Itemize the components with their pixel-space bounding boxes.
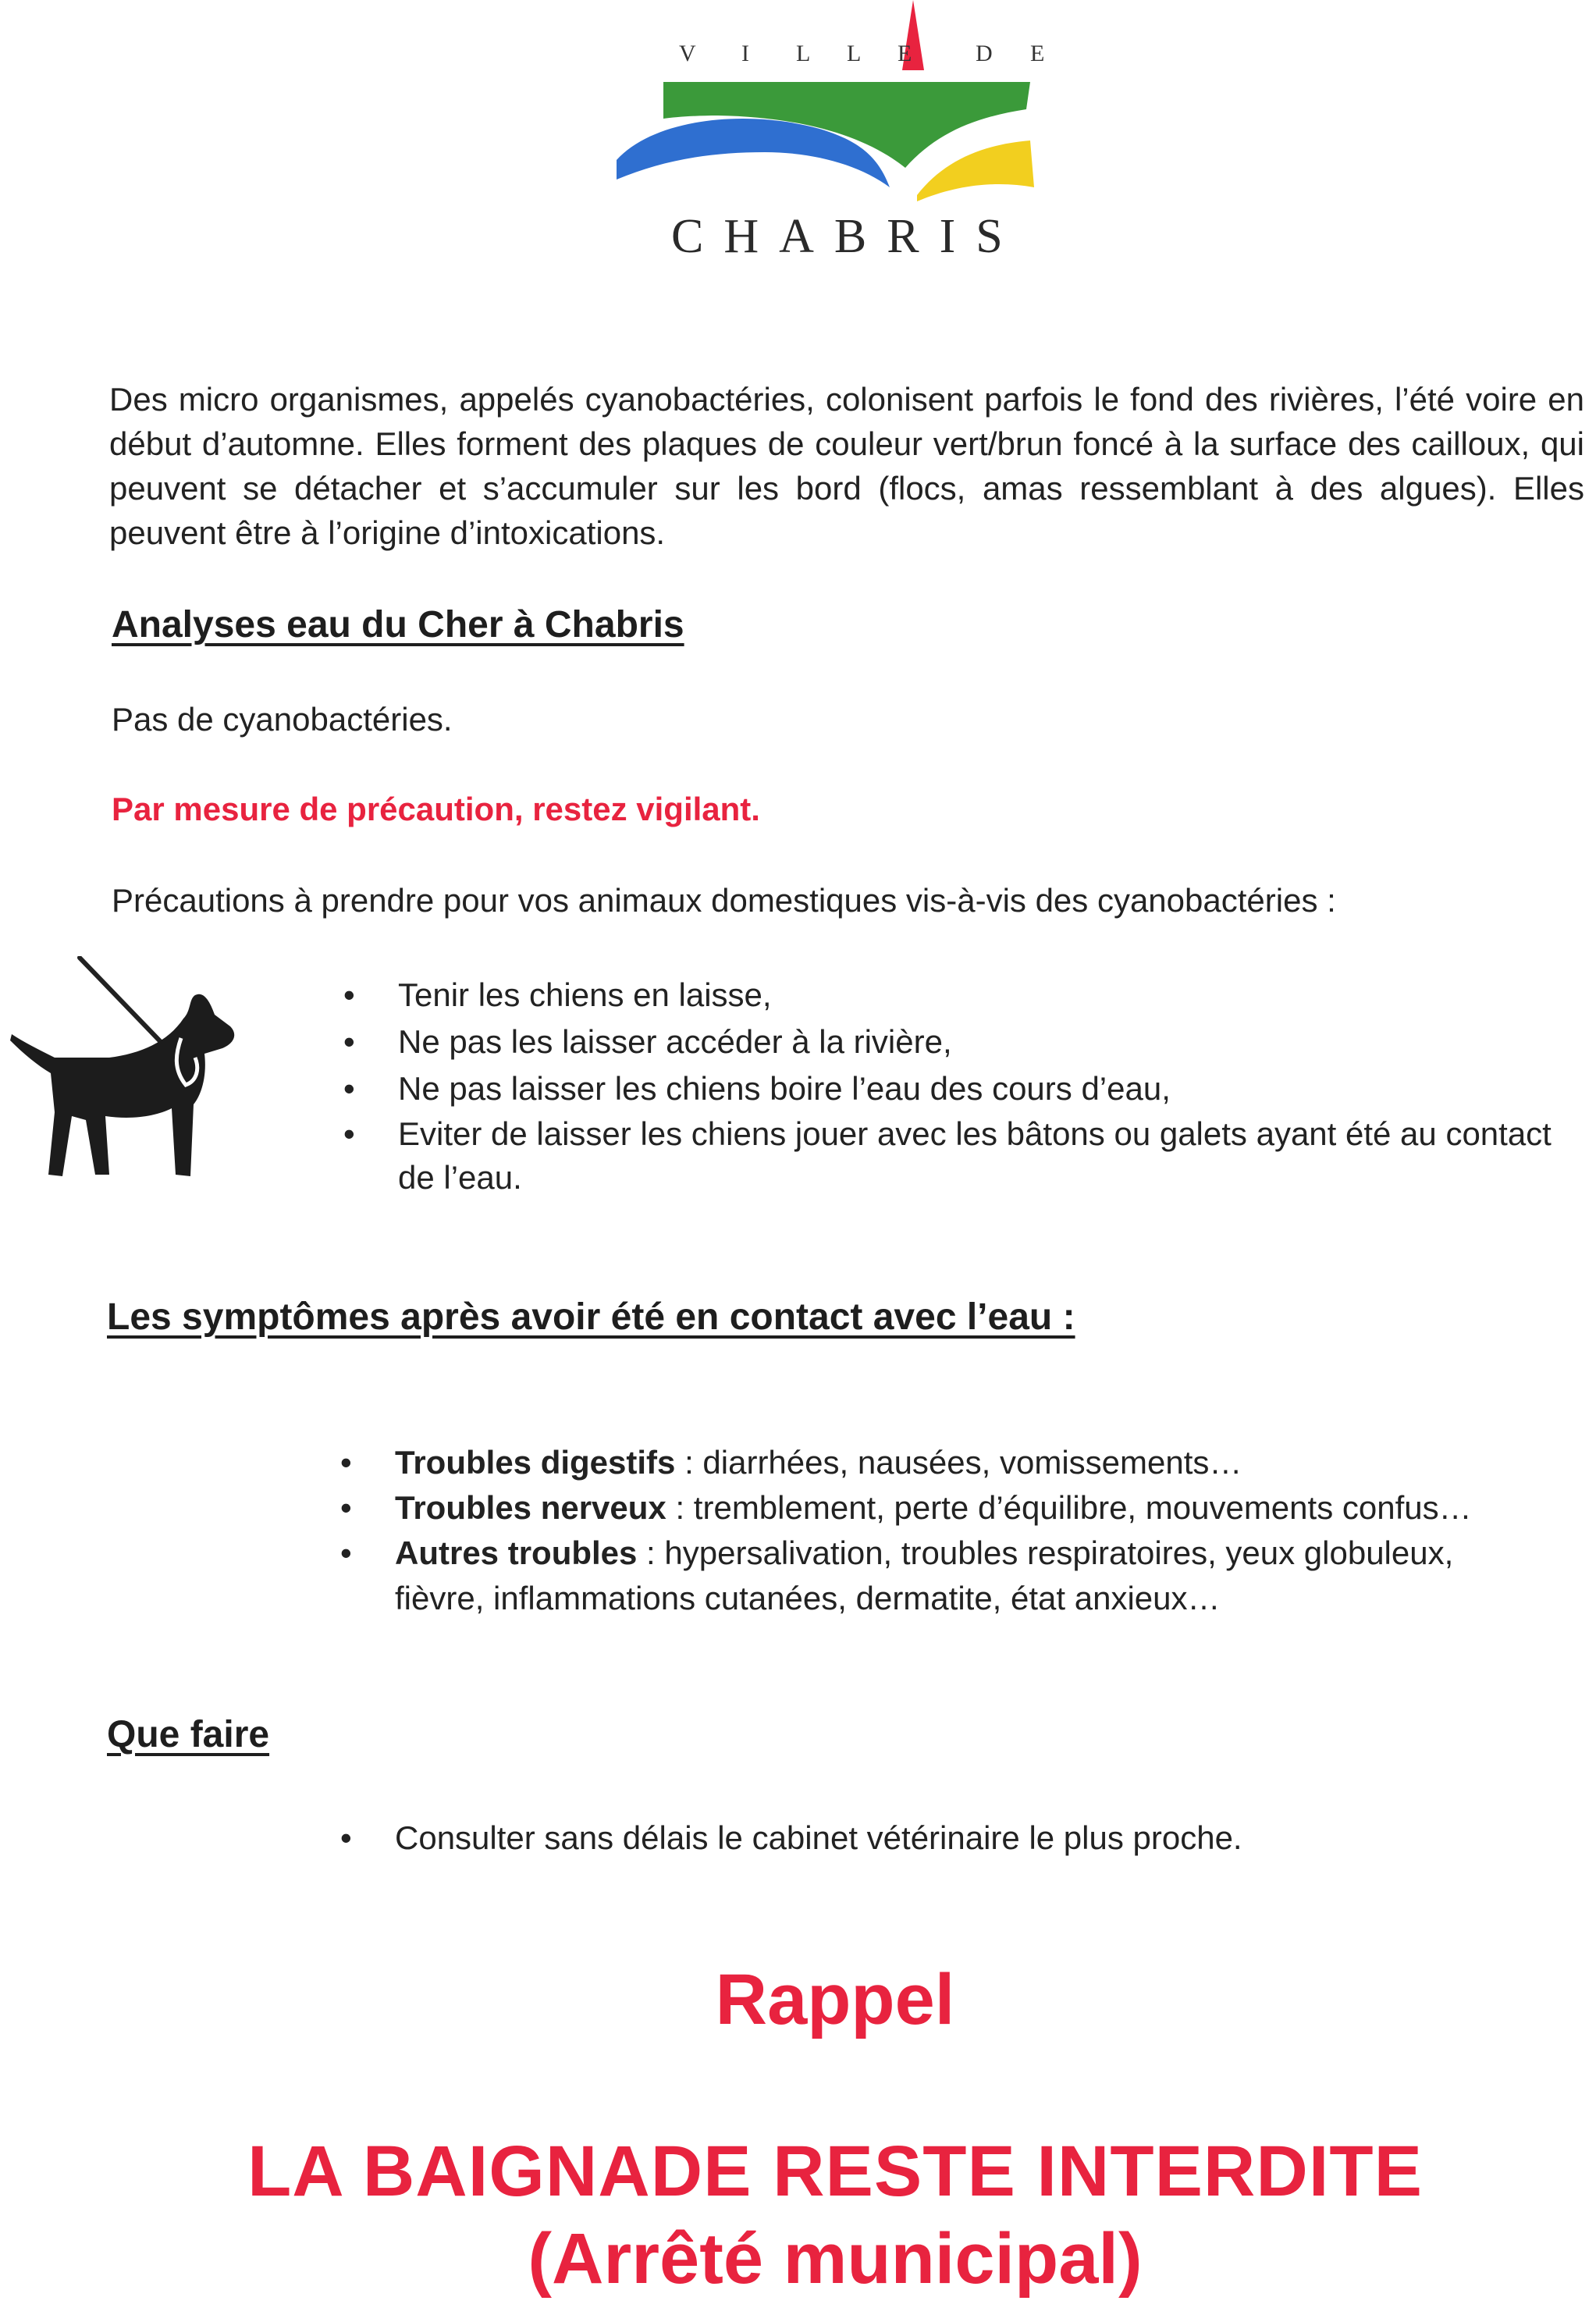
logo-letter: V bbox=[679, 41, 696, 66]
logo-letter: L bbox=[796, 41, 811, 66]
symptom-label: Autres troubles bbox=[395, 1534, 638, 1571]
list-item bbox=[340, 1531, 1527, 1621]
que-faire-heading: Que faire bbox=[107, 1714, 270, 1755]
logo-letter: E bbox=[898, 41, 912, 66]
rappel-title: Rappel bbox=[715, 1960, 955, 2039]
list-item: • Ne pas laisser les chiens boire l’eau des cours d’eau, bbox=[343, 1065, 1576, 1112]
logo-town-name: CHABRIS bbox=[671, 210, 1023, 263]
symptom-label: Troubles digestifs bbox=[395, 1444, 676, 1481]
que-faire-list bbox=[340, 1815, 1558, 1862]
analyses-warning: Par mesure de précaution, restez vigilant. bbox=[112, 791, 760, 827]
analyses-heading: Analyses eau du Cher à Chabris bbox=[112, 604, 684, 645]
intro-paragraph: Des micro organismes, appelés cyanobactéries, colonisent parfois le fond des rivières, l’été voire en début d’automne. Elles forment des plaques de couleur vert/brun foncé à la surface des cailloux, qui peuvent se détacher et s’accumuler sur les bord (flocs, amas ressemblant à des algues). Elles peuvent être à l’origine d’intoxications. bbox=[109, 381, 1584, 551]
symptom-text: : diarrhées, nausées, vomissements… bbox=[675, 1444, 1242, 1481]
logo-letter: D bbox=[976, 41, 993, 66]
logo-letter: I bbox=[741, 41, 749, 66]
analyses-result: Pas de cyanobactéries. bbox=[112, 701, 453, 738]
symptom-text: : hypersalivation, troubles respiratoires, yeux globuleux, fièvre, inflammations cutanées, dermatite, état anxieux… bbox=[395, 1534, 1454, 1616]
baignade-interdite: LA BAIGNADE RESTE INTERDITE bbox=[247, 2132, 1423, 2211]
symptoms-heading: Les symptômes après avoir été en contact avec l’eau : bbox=[107, 1296, 1075, 1338]
list-item bbox=[340, 1485, 1527, 1531]
symptoms-list bbox=[340, 1440, 1527, 1621]
logo-letter: E bbox=[1030, 41, 1045, 66]
arrete-municipal: (Arrêté municipal) bbox=[528, 2219, 1143, 2299]
list-item: • Eviter de laisser les chiens jouer avec les bâtons ou galets ayant été au contact de l’eau. bbox=[343, 1112, 1576, 1200]
symptom-text: : tremblement, perte d’équilibre, mouvements confus… bbox=[666, 1489, 1472, 1526]
list-item: • Consulter sans délais le cabinet vétérinaire le plus proche. bbox=[340, 1815, 1558, 1862]
precautions-list bbox=[343, 972, 1576, 1200]
logo-yellow-wave bbox=[917, 140, 1034, 201]
dog-on-leash-icon bbox=[8, 956, 242, 1190]
logo-letter: L bbox=[847, 41, 862, 66]
symptom-label: Troubles nerveux bbox=[395, 1489, 666, 1526]
list-item bbox=[340, 1440, 1527, 1485]
precautions-intro: Précautions à prendre pour vos animaux domestiques vis-à-vis des cyanobactéries : bbox=[112, 882, 1336, 919]
list-item: • Tenir les chiens en laisse, bbox=[343, 972, 1576, 1019]
list-item: • Ne pas les laisser accéder à la rivière, bbox=[343, 1019, 1576, 1065]
